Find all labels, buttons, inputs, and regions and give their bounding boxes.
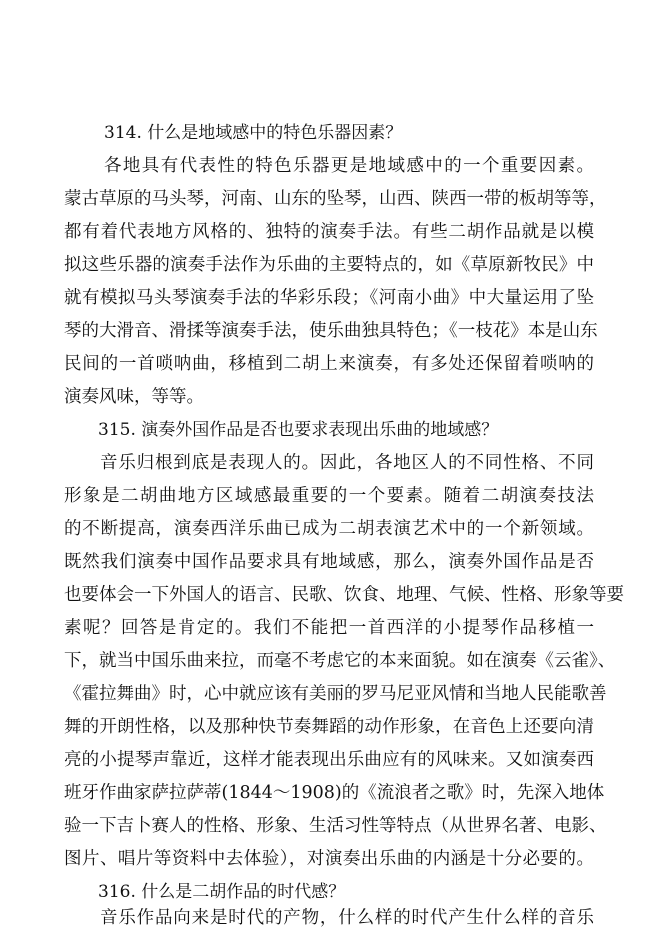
section-314-paragraph-line: 各地具有代表性的特色乐器更是地域感中的一个重要因素。 <box>104 156 594 176</box>
section-315-paragraph-line: 下，就当中国乐曲来拉，而毫不考虑它的本来面貌。如在演奏《云雀》、 <box>64 651 616 671</box>
section-315-paragraph-line: 图片、唱片等资料中去体验），对演奏出乐曲的内涵是十分必要的。 <box>64 849 594 869</box>
section-314-paragraph-line: 拟这些乐器的演奏手法作为乐曲的主要特点的，如《草原新牧民》中 <box>64 255 594 275</box>
section-314-paragraph-line: 演奏风味，等等。 <box>64 387 204 407</box>
section-315-heading: 315. 演奏外国作品是否也要求表现出乐曲的地域感？ <box>98 420 499 440</box>
section-315-paragraph-line: 班牙作曲家萨拉萨蒂(1844～1908)的《流浪者之歌》时，先深入地体 <box>64 783 605 803</box>
section-315-paragraph-line: 的不断提高，演奏西洋乐曲已成为二胡表演艺术中的一个新领域。 <box>64 519 594 539</box>
section-315-paragraph-line: 形象是二胡曲地方区域感最重要的一个要素。随着二胡演奏技法 <box>64 486 594 506</box>
section-316-heading: 316. 什么是二胡作品的时代感？ <box>98 882 346 902</box>
section-315-paragraph-line: 《霍拉舞曲》时，心中就应该有美丽的罗马尼亚风情和当地人民能歌善 <box>64 684 607 704</box>
section-314-paragraph-line: 都有着代表地方风格的、独特的演奏手法。有些二胡作品就是以模 <box>64 222 594 242</box>
section-316-paragraph-line: 音乐作品向来是时代的产物，什么样的时代产生什么样的音乐 <box>100 908 594 928</box>
section-314-paragraph-line: 就有模拟马头琴演奏手法的华彩乐段；《河南小曲》中大量运用了坠 <box>64 288 594 308</box>
section-315-paragraph-line: 既然我们演奏中国作品要求具有地域感，那么，演奏外国作品是否 <box>64 552 594 572</box>
section-314-paragraph-line: 琴的大滑音、滑揉等演奏手法，使乐曲独具特色；《一枝花》本是山东 <box>64 321 598 341</box>
section-315-paragraph-line: 素呢？回答是肯定的。我们不能把一首西洋的小提琴作品移植一 <box>64 618 594 638</box>
section-315-paragraph-line: 也要体会一下外国人的语言、民歌、饮食、地理、气候、性格、形象等要 <box>64 585 624 605</box>
section-314-heading: 314. 什么是地域感中的特色乐器因素？ <box>104 123 403 143</box>
section-314-paragraph-line: 民间的一首唢呐曲，移植到二胡上来演奏，有多处还保留着唢呐的 <box>64 354 594 374</box>
section-315-paragraph-line: 音乐归根到底是表现人的。因此，各地区人的不同性格、不同 <box>100 453 594 473</box>
section-315-paragraph-line: 舞的开朗性格，以及那种快节奏舞蹈的动作形象，在音色上还要向清 <box>64 717 594 737</box>
section-314-paragraph-line: 蒙古草原的马头琴，河南、山东的坠琴，山西、陕西一带的板胡等等， <box>64 189 607 209</box>
section-315-paragraph-line: 验一下吉卜赛人的性格、形象、生活习性等特点（从世界名著、电影、 <box>64 816 607 836</box>
section-315-paragraph-line: 亮的小提琴声靠近，这样才能表现出乐曲应有的风味来。又如演奏西 <box>64 750 594 770</box>
